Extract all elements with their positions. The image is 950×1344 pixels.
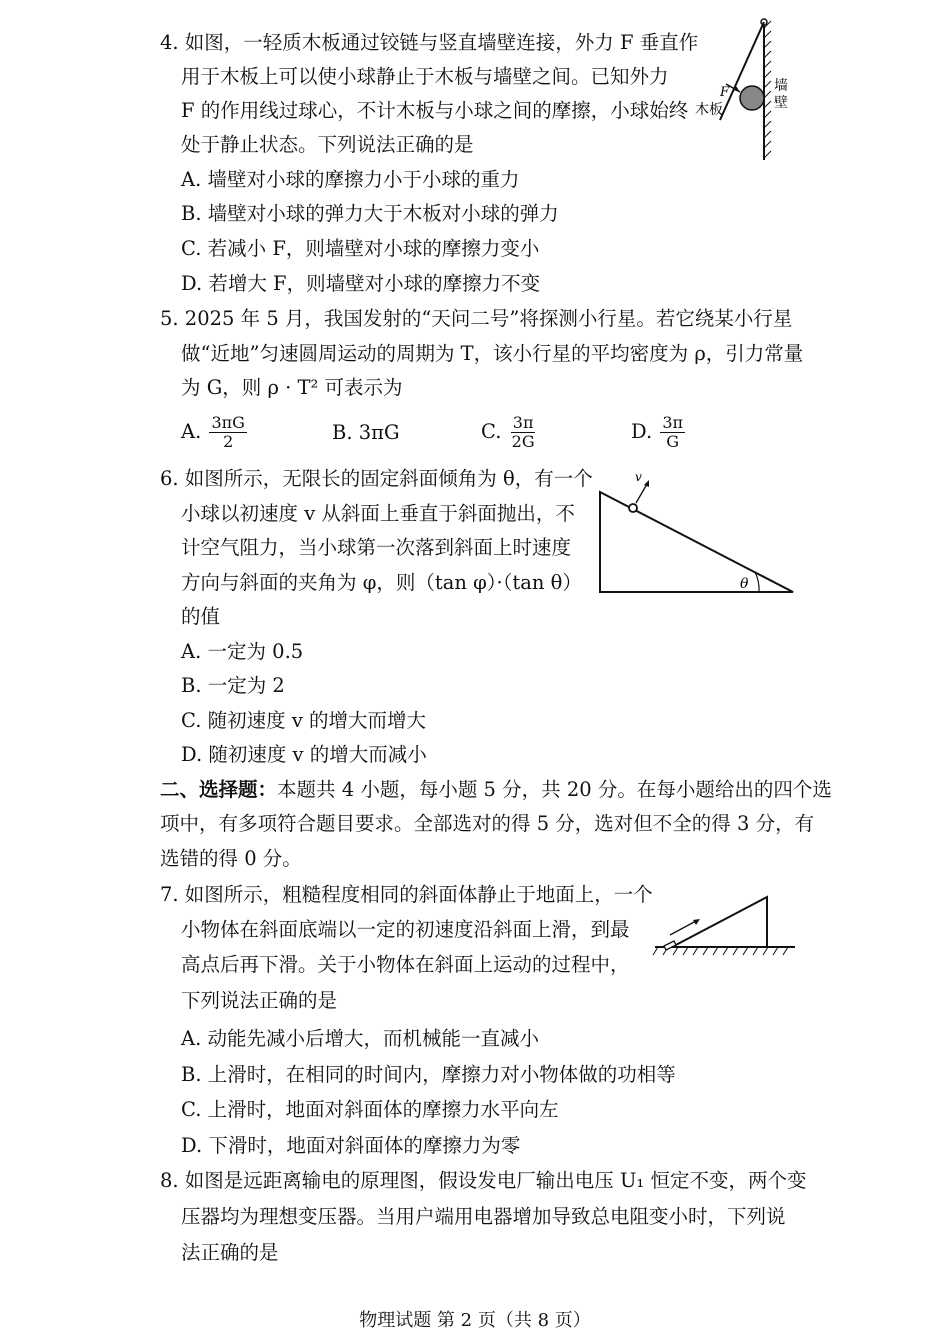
q4-option-c: C. 若减小 F，则墙壁对小球的摩擦力变小 xyxy=(181,237,540,260)
q5-option-c-numerator: 3π xyxy=(512,413,534,432)
q5-stem-line-2: 做“近地”匀速圆周运动的周期为 T，该小行星的平均密度为 ρ，引力常量 xyxy=(181,342,804,365)
q7-stem-line-4: 下列说法正确的是 xyxy=(181,989,338,1012)
q8-stem-line-1: 8. 如图是远距离输电的原理图，假设发电厂输出电压 U₁ 恒定不变，两个变 xyxy=(160,1169,807,1192)
q5-option-c-denominator: 2G xyxy=(511,432,535,451)
q5-option-a-fraction xyxy=(209,414,246,451)
q6-option-b: B. 一定为 2 xyxy=(181,674,285,697)
section2-line-3: 选错的得 0 分。 xyxy=(160,847,302,870)
q5-option-b: B. 3πG xyxy=(332,421,400,444)
q5-option-a-label: A. xyxy=(181,420,202,443)
q4-stem-line-2: 用于木板上可以使小球静止于木板与墙壁之间。已知外力 xyxy=(181,65,669,88)
q6-option-c: C. 随初速度 v 的增大而增大 xyxy=(181,709,427,732)
q4-figure xyxy=(690,10,800,170)
q6-stem-line-4: 方向与斜面的夹角为 φ，则（tan φ）·（tan θ） xyxy=(181,571,582,594)
q6-stem-line-1: 6. 如图所示，无限长的固定斜面倾角为 θ，有一个 xyxy=(160,467,593,490)
q6-option-d: D. 随初速度 v 的增大而减小 xyxy=(181,743,427,766)
q8-stem-line-2: 压器均为理想变压器。当用户端用电器增加导致总电阻变小时，下列说 xyxy=(181,1205,786,1228)
q6-fig-v-label: v xyxy=(635,470,642,484)
q5-option-c-label: C. xyxy=(481,420,502,443)
q7-option-a: A. 动能先减小后增大，而机械能一直减小 xyxy=(181,1027,539,1050)
q5-stem-line-3: 为 G，则 ρ · T² 可表示为 xyxy=(181,376,403,399)
q5-option-a-denominator: 2 xyxy=(223,432,234,451)
q4-stem-line-3: F 的作用线过球心，不计木板与小球之间的摩擦，小球始终 xyxy=(181,99,689,122)
q7-stem-line-1: 7. 如图所示，粗糙程度相同的斜面体静止于地面上，一个 xyxy=(160,883,653,906)
section2-text-1: 本题共 4 小题，每小题 5 分，共 20 分。在每小题给出的四个选 xyxy=(277,778,832,801)
q7-stem-line-3: 高点后再下滑。关于小物体在斜面上运动的过程中， xyxy=(181,953,630,976)
q5-option-d-numerator: 3π xyxy=(662,413,684,432)
q5-stem-line-1: 5. 2025 年 5 月，我国发射的“天问二号”将探测小行星。若它绕某小行星 xyxy=(160,307,793,330)
q5-option-d-denominator: G xyxy=(666,432,680,451)
q7-option-d: D. 下滑时，地面对斜面体的摩擦力为零 xyxy=(181,1134,521,1157)
section2-line-2: 项中，有多项符合题目要求。全部选对的得 5 分，选对但不全的得 3 分，有 xyxy=(160,812,815,835)
q5-option-d-fraction xyxy=(660,414,685,451)
q5-option-c xyxy=(481,414,537,451)
q7-option-c: C. 上滑时，地面对斜面体的摩擦力水平向左 xyxy=(181,1098,559,1121)
section2-heading: 二、选择题： xyxy=(160,778,278,801)
q4-fig-wall-label-2: 壁 xyxy=(774,95,788,111)
page-footer: 物理试题 第 2 页（共 8 页） xyxy=(359,1310,591,1331)
q4-option-b: B. 墙壁对小球的弹力大于木板对小球的弹力 xyxy=(181,202,559,225)
q4-stem-line-1: 4. 如图，一轻质木板通过铰链与竖直墙壁连接，外力 F 垂直作 xyxy=(160,31,699,54)
q6-figure xyxy=(595,470,800,600)
q6-stem-line-2: 小球以初速度 v 从斜面上垂直于斜面抛出，不 xyxy=(181,502,575,525)
q7-figure xyxy=(650,885,800,965)
q5-option-a-numerator: 3πG xyxy=(211,413,245,432)
q8-stem-line-3: 法正确的是 xyxy=(181,1241,279,1264)
q5-option-d-label: D. xyxy=(631,420,653,443)
q5-option-d xyxy=(631,414,685,451)
q6-fig-theta-label: θ xyxy=(740,576,749,592)
section2-line-1 xyxy=(160,777,832,803)
q4-option-a: A. 墙壁对小球的摩擦力小于小球的重力 xyxy=(181,168,520,191)
q4-fig-wall-label-1: 墙 xyxy=(774,78,788,94)
q6-option-a: A. 一定为 0.5 xyxy=(181,640,304,663)
q4-stem-line-4: 处于静止状态。下列说法正确的是 xyxy=(181,133,474,156)
q6-stem-line-3: 计空气阻力，当小球第一次落到斜面上时速度 xyxy=(181,536,572,559)
q4-fig-board-label: 木板 xyxy=(695,102,723,118)
q7-option-b: B. 上滑时，在相同的时间内，摩擦力对小物体做的功相等 xyxy=(181,1063,676,1086)
q6-stem-line-5: 的值 xyxy=(181,605,221,628)
q5-option-c-fraction xyxy=(510,414,537,451)
q7-stem-line-2: 小物体在斜面底端以一定的初速度沿斜面上滑，到最 xyxy=(181,918,630,941)
q4-fig-force-label: F xyxy=(720,85,730,100)
q5-option-a xyxy=(181,414,247,451)
q4-option-d: D. 若增大 F，则墙壁对小球的摩擦力不变 xyxy=(181,272,541,295)
